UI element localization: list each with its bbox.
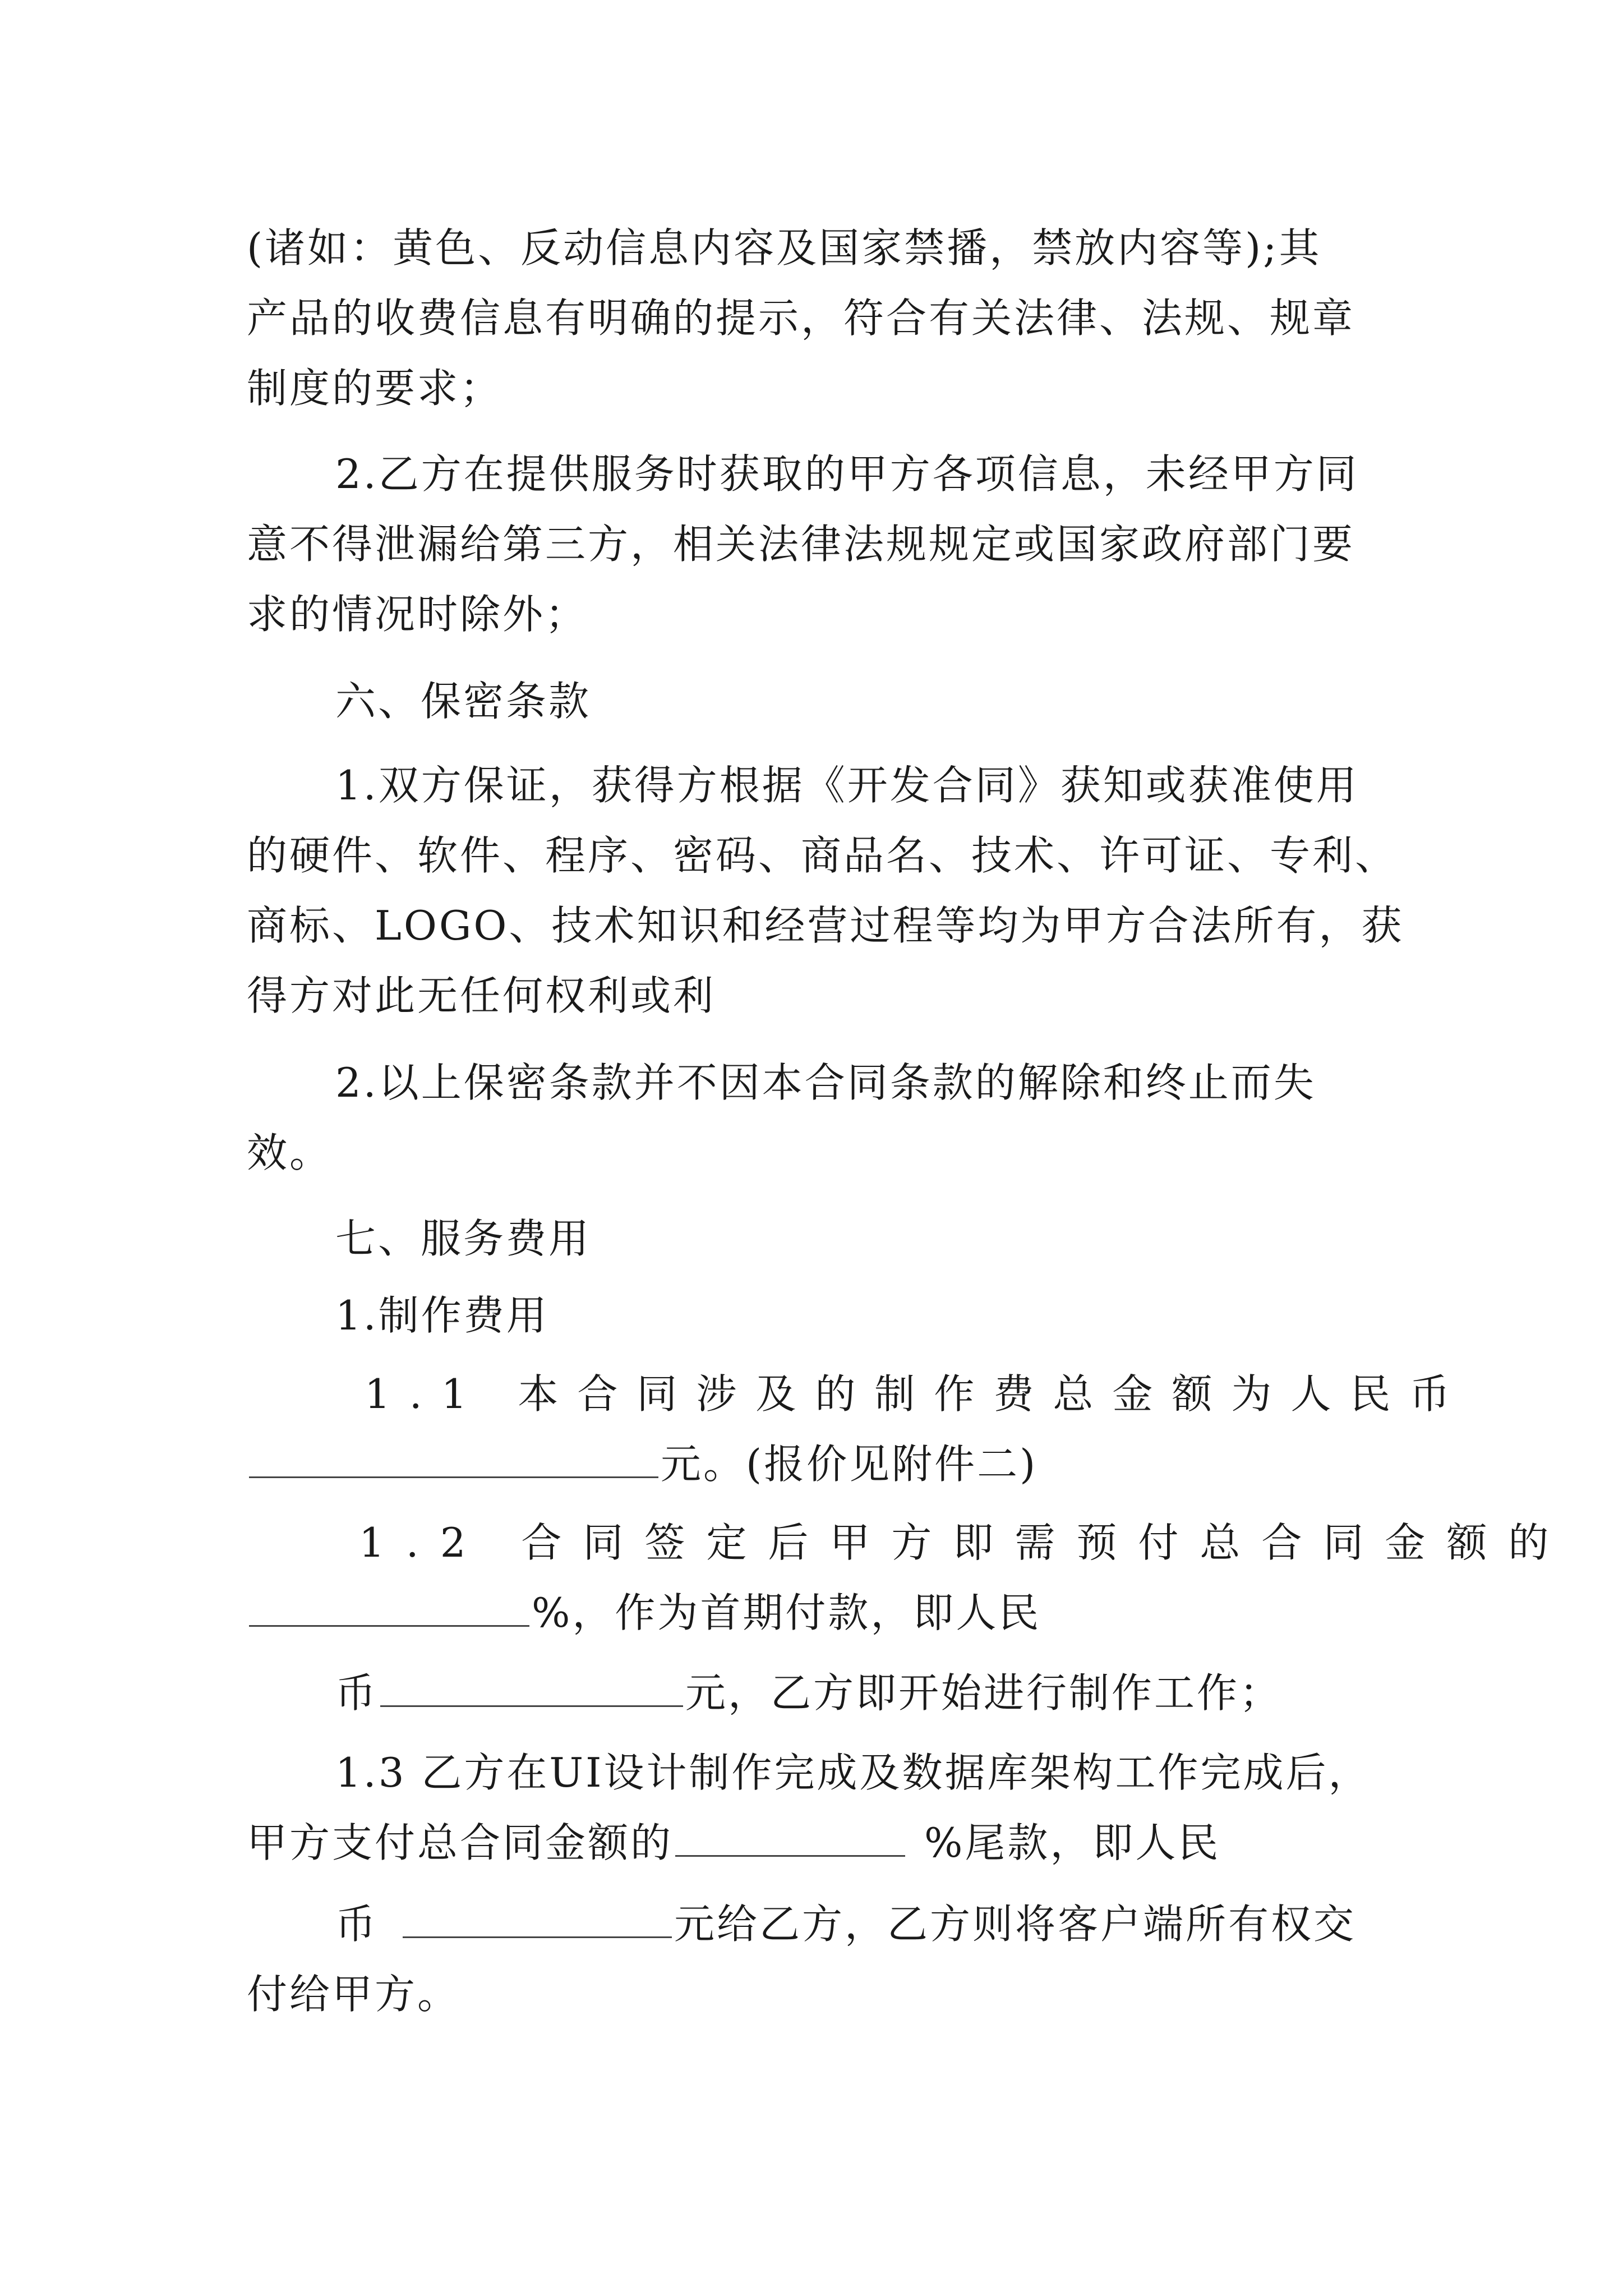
paragraph-line <box>247 1815 1391 1871</box>
paragraph-line: 产品的收费信息有明确的提示，符合有关法律、法规、规章 <box>247 295 1355 342</box>
line-text: 元，乙方即开始进行制作工作； <box>685 1669 1283 1717</box>
paragraph-line: 效。 <box>247 1129 333 1176</box>
paragraph-line: 付给甲方。 <box>247 1971 460 2018</box>
fill-blank[interactable] <box>249 1586 529 1627</box>
paragraph-line: 商标、LOGO、技术知识和经营过程等均为甲方合法所有，获 <box>247 902 1404 949</box>
paragraph-line: 2.以上保密条款并不因本合同条款的解除和终止而失 <box>335 1059 1316 1106</box>
paragraph-line <box>247 1436 1391 1492</box>
fill-blank[interactable] <box>249 1437 658 1478</box>
paragraph-line <box>335 1665 1391 1721</box>
paragraph-line: 1.双方保证，获得方根据《开发合同》获知或获准使用 <box>335 762 1359 809</box>
line-text: 元。(报价见附件二) <box>661 1441 1038 1488</box>
paragraph-line: 的硬件、软件、程序、密码、商品名、技术、许可证、专利、 <box>247 832 1398 879</box>
fill-blank[interactable] <box>403 1897 672 1938</box>
paragraph-line: 得方对此无任何权利或利 <box>247 972 716 1019</box>
paragraph-line: 1.1 本合同涉及的制作费总金额为人民币 <box>365 1370 1469 1418</box>
line-text: %，作为首期付款，即人民 <box>532 1589 1041 1636</box>
sub-heading: 1.制作费用 <box>335 1292 549 1339</box>
line-text: 甲方支付总合同金额的 <box>247 1819 674 1866</box>
section-heading: 六、保密条款 <box>335 678 592 725</box>
paragraph-line: 2.乙方在提供服务时获取的甲方各项信息，未经甲方同 <box>335 450 1359 498</box>
line-text: 币 <box>335 1669 379 1717</box>
line-text: %尾款，即人民 <box>924 1819 1221 1866</box>
paragraph-line <box>247 1585 1391 1641</box>
paragraph-line: (诸如：黄色、反动信息内容及国家禁播，禁放内容等);其 <box>247 224 1322 272</box>
section-heading: 七、服务费用 <box>335 1215 592 1262</box>
fill-blank[interactable] <box>675 1816 905 1857</box>
paragraph-line: 求的情况时除外； <box>247 591 588 638</box>
paragraph-line: 意不得泄漏给第三方，相关法律法规规定或国家政府部门要 <box>247 521 1355 568</box>
line-text: 元给乙方，乙方则将客户端所有权交 <box>674 1901 1357 1948</box>
fill-blank[interactable] <box>380 1666 683 1707</box>
paragraph-line <box>335 1896 1391 1952</box>
paragraph-line: 制度的要求； <box>247 365 503 412</box>
line-text: 币 <box>335 1901 379 1948</box>
paragraph-line: 1.2 合同签定后甲方即需预付总合同金额的 <box>359 1519 1570 1566</box>
paragraph-line: 1.3 乙方在UI设计制作完成及数据库架构工作完成后， <box>335 1749 1371 1796</box>
